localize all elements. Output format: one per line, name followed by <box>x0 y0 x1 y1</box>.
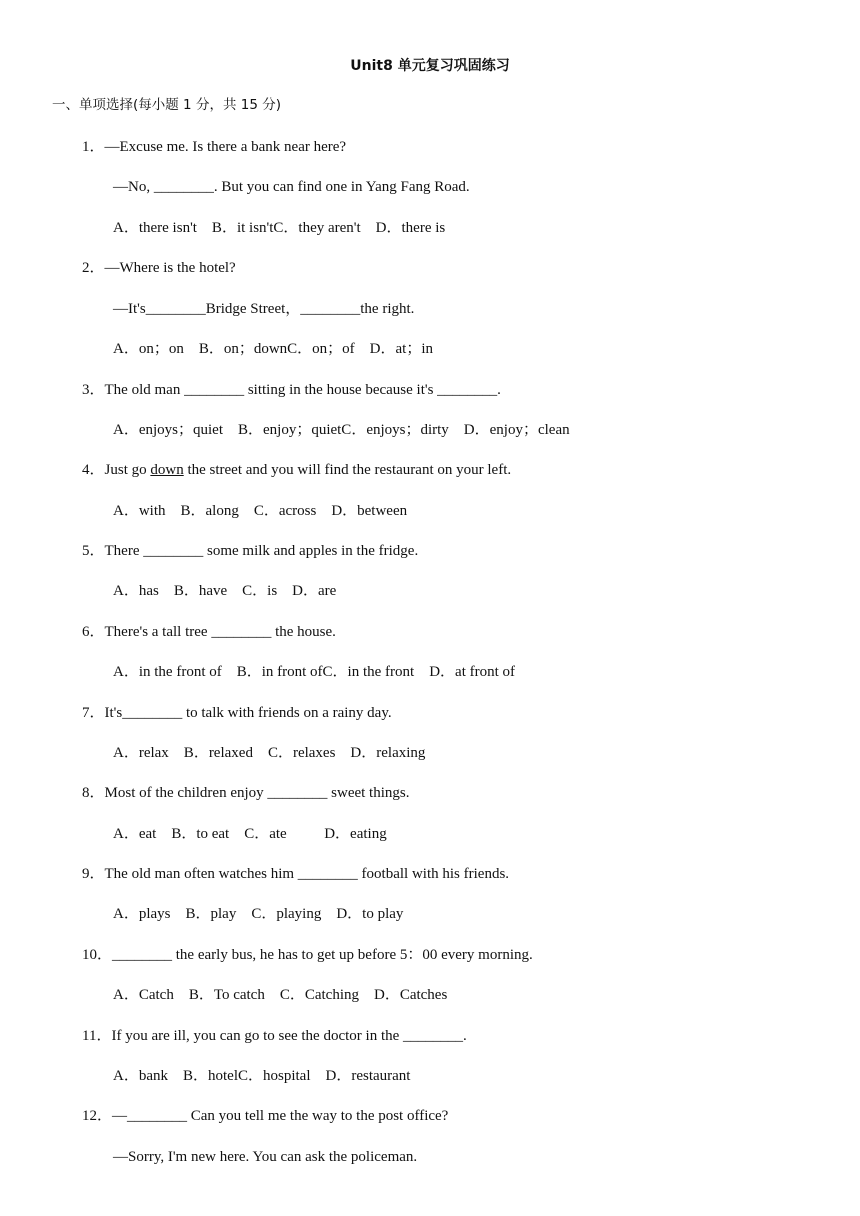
question-11-options: A．bank B．hotelC．hospital D．restaurant <box>113 1068 411 1084</box>
question-stem: It's________ to talk with friends on a rainy day. <box>104 705 392 721</box>
question-stem: The old man often watches him ________ football with his friends. <box>104 866 510 882</box>
question-4 <box>82 460 511 480</box>
question-8-options: A．eat B．to eat C．ate D．eating <box>113 826 387 842</box>
question-12 <box>82 1106 448 1126</box>
question-number: 12． <box>82 1108 113 1124</box>
question-number: 9． <box>82 866 105 882</box>
section-heading: 一、单项选择(每小题 1 分，共 15 分) <box>52 97 281 113</box>
question-7-options: A．relax B．relaxed C．relaxes D．relaxing <box>113 745 426 761</box>
question-11 <box>82 1026 467 1046</box>
question-2 <box>82 258 236 278</box>
question-9-options: A．plays B．play C．playing D．to play <box>113 906 404 922</box>
question-number: 6． <box>82 624 105 640</box>
question-number: 8． <box>82 785 105 801</box>
question-stem: The old man ________ sitting in the house because it's ________. <box>104 382 501 398</box>
question-stem: If you are ill, you can go to see the doctor in the ________. <box>111 1028 467 1044</box>
question-stem: —Where is the hotel? <box>104 260 236 276</box>
question-stem-before: Just go <box>104 462 151 478</box>
question-stem: —________ Can you tell me the way to the post office? <box>112 1108 449 1124</box>
question-number: 1． <box>82 139 105 155</box>
page-title: Unit8 单元复习巩固练习 <box>350 58 510 74</box>
question-number: 3． <box>82 382 105 398</box>
question-10-options: A．Catch B．To catch C．Catching D．Catches <box>113 987 448 1003</box>
question-12-reply: —Sorry, I'm new here. You can ask the policeman. <box>113 1149 418 1165</box>
question-number: 2． <box>82 260 105 276</box>
question-number: 10． <box>82 947 113 963</box>
question-6-options: A．in the front of B．in front ofC．in the front D．at front of <box>113 664 516 680</box>
question-stem: ________ the early bus, he has to get up before 5：00 every morning. <box>112 947 533 963</box>
question-2-options: A．on；on B．on；downC．on；of D．at；in <box>113 341 433 357</box>
question-6 <box>82 622 336 642</box>
question-3-options: A．enjoys；quiet B．enjoy；quietC．enjoys；dirty D．enjoy；clean <box>113 422 570 438</box>
question-1 <box>82 137 346 157</box>
question-stem: There's a tall tree ________ the house. <box>104 624 336 640</box>
question-8 <box>82 783 409 803</box>
question-stem: There ________ some milk and apples in the fridge. <box>104 543 419 559</box>
question-stem-after: the street and you will find the restaurant on your left. <box>183 462 512 478</box>
question-5 <box>82 541 418 561</box>
question-stem: —Excuse me. Is there a bank near here? <box>104 139 347 155</box>
question-4-options: A．with B．along C．across D．between <box>113 503 408 519</box>
question-2-reply: —It's________Bridge Street，________the right. <box>113 301 415 317</box>
question-1-reply: —No, ________. But you can find one in Yang Fang Road. <box>113 179 470 195</box>
question-7 <box>82 703 392 723</box>
question-number: 4． <box>82 462 105 478</box>
underlined-word: down <box>150 462 184 478</box>
question-10 <box>82 945 533 965</box>
question-9 <box>82 864 509 884</box>
question-stem: Most of the children enjoy ________ sweet things. <box>104 785 410 801</box>
question-number: 11． <box>82 1028 112 1044</box>
question-number: 7． <box>82 705 105 721</box>
question-5-options: A．has B．have C．is D．are <box>113 583 337 599</box>
question-3 <box>82 380 501 400</box>
question-1-options: A．there isn't B．it isn'tC．they aren't D．there is <box>113 220 446 236</box>
question-number: 5． <box>82 543 105 559</box>
